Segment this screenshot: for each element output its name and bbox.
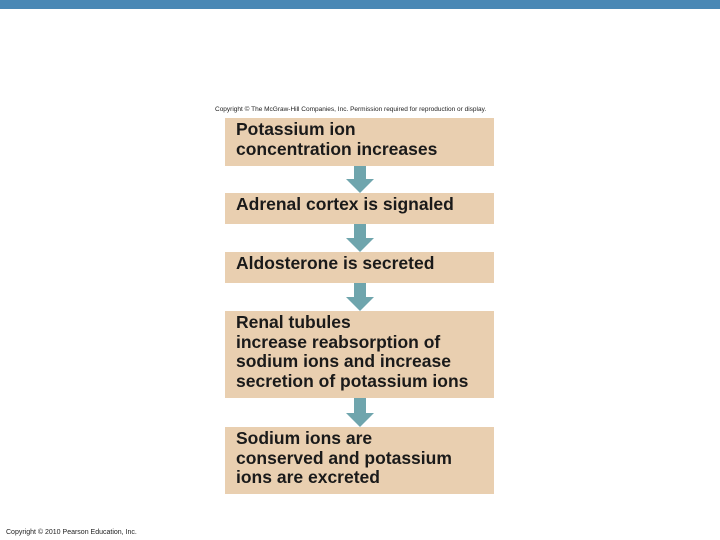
step-label-4: Renal tubules increase reabsorption of sodium ions and increase secretion of potassium ions [236,312,469,391]
down-arrow-icon [346,283,374,311]
step-box-1 [225,118,494,166]
down-arrow-icon [346,166,374,193]
figure-copyright: Copyright © The McGraw-Hill Companies, Inc. Permission required for reproduction or display. [215,106,487,113]
step-label-3: Aldosterone is secreted [236,253,435,273]
step-box-2 [225,193,494,224]
step-box-4 [225,311,494,398]
step-label-1: Potassium ion concentration increases [236,119,438,159]
top-accent-bar [0,0,720,9]
step-label-2: Adrenal cortex is signaled [236,194,454,214]
down-arrow-icon [346,224,374,252]
step-box-3 [225,252,494,283]
down-arrow-icon [346,398,374,427]
slide-copyright: Copyright © 2010 Pearson Education, Inc. [6,529,137,536]
step-label-5: Sodium ions are conserved and potassium ions are excreted [236,428,452,487]
step-box-5 [225,427,494,494]
